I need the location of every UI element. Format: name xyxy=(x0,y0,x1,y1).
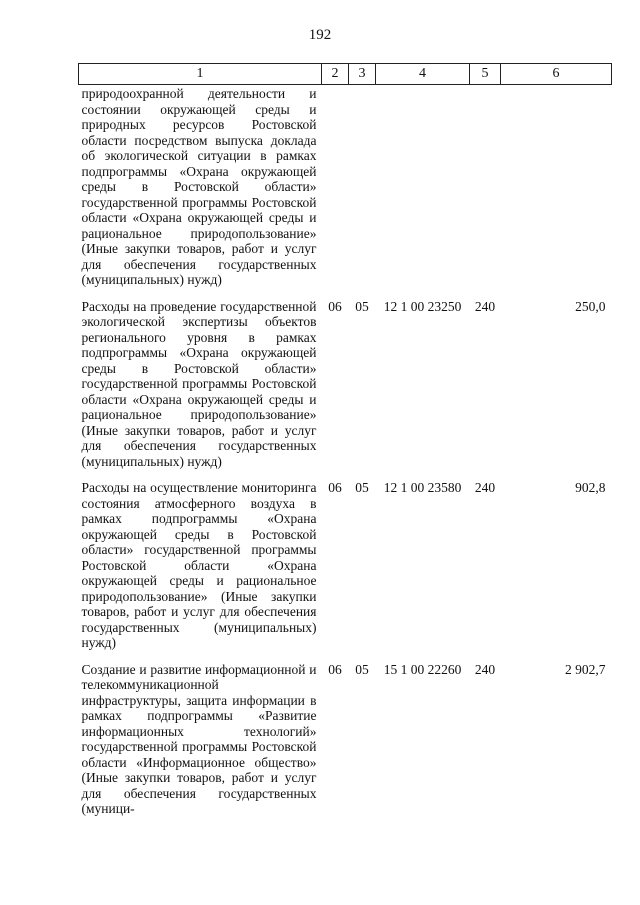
row-target-code: 15 1 00 22260 xyxy=(383,661,462,677)
row-expense-type: 240 xyxy=(474,480,496,495)
row-description: Расходы на осуществление мониторинга состояния атмосферного воздуха в рамках подпрограммы «Охрана окружающей среды в Ростовской области» государственной программы Ростовской области «Охрана окружающей среды и рациональное природопользование» (Иные закупки товаров, работ и услуг для обеспечения государственных (муниципальных) нужд) xyxy=(81,480,317,650)
row-section: 06 xyxy=(328,298,342,314)
row-target-code xyxy=(376,85,470,297)
row-section xyxy=(322,85,349,297)
row-amount: 250,0 xyxy=(575,298,606,314)
table-row xyxy=(79,478,612,660)
row-section: 06 xyxy=(328,661,342,677)
row-expense-type xyxy=(470,85,501,297)
row-amount xyxy=(501,85,612,297)
header-col-1: 1 xyxy=(79,64,322,85)
row-description: Создание и развитие информационной и телекоммуникационной инфраструктуры, защита информации в рамках подпрограммы «Развитие информационных технологий» государственной программы Ростовской области «Информационное общество» (Иные закупки товаров, работ и услуг для обеспечения государственных (муници- xyxy=(81,661,317,816)
page-number: 192 xyxy=(308,27,332,43)
header-col-4: 4 xyxy=(376,64,470,85)
header-col-2: 2 xyxy=(322,64,349,85)
row-expense-type: 240 xyxy=(474,298,496,314)
row-subsection: 05 xyxy=(355,661,369,677)
header-row xyxy=(79,64,612,85)
row-expense-type: 240 xyxy=(474,661,496,677)
row-description: Расходы на проведение государственной экологической экспертизы объектов регионального уровня в рамках подпрограммы «Охрана окружающей среды в Ростовской области» государственной программы Ростовской области «Охрана окружающей среды и рациональное природопользование» (Иные закупки товаров, работ и услуг для обеспечения государственных (муниципальных) нужд) xyxy=(81,298,317,469)
row-target-code: 12 1 00 23580 xyxy=(383,480,462,495)
row-section: 06 xyxy=(328,480,342,495)
row-target-code: 12 1 00 23250 xyxy=(383,298,462,314)
table-row xyxy=(79,85,612,297)
header-col-3: 3 xyxy=(349,64,376,85)
row-subsection: 05 xyxy=(355,480,369,495)
row-description: природоохранной деятельности и состоянии окружающей среды и природных ресурсов Ростовской области посредством выпуска доклада об экологической ситуации в рамках подпрограммы «Охрана окружающей среды в Ростовской области» государственной программы Ростовской области «Охрана окружающей среды и рациональное природопользование» (Иные закупки товаров, работ и услуг для обеспечения государственных (муниципальных) нужд) xyxy=(81,86,317,287)
row-amount: 902,8 xyxy=(575,480,606,495)
budget-table xyxy=(78,63,612,826)
table-row xyxy=(79,660,612,826)
header-col-5: 5 xyxy=(470,64,501,85)
row-amount: 2 902,7 xyxy=(565,661,606,677)
row-subsection xyxy=(349,85,376,297)
table-row xyxy=(79,297,612,479)
row-subsection: 05 xyxy=(355,298,369,314)
header-col-6: 6 xyxy=(501,64,612,85)
